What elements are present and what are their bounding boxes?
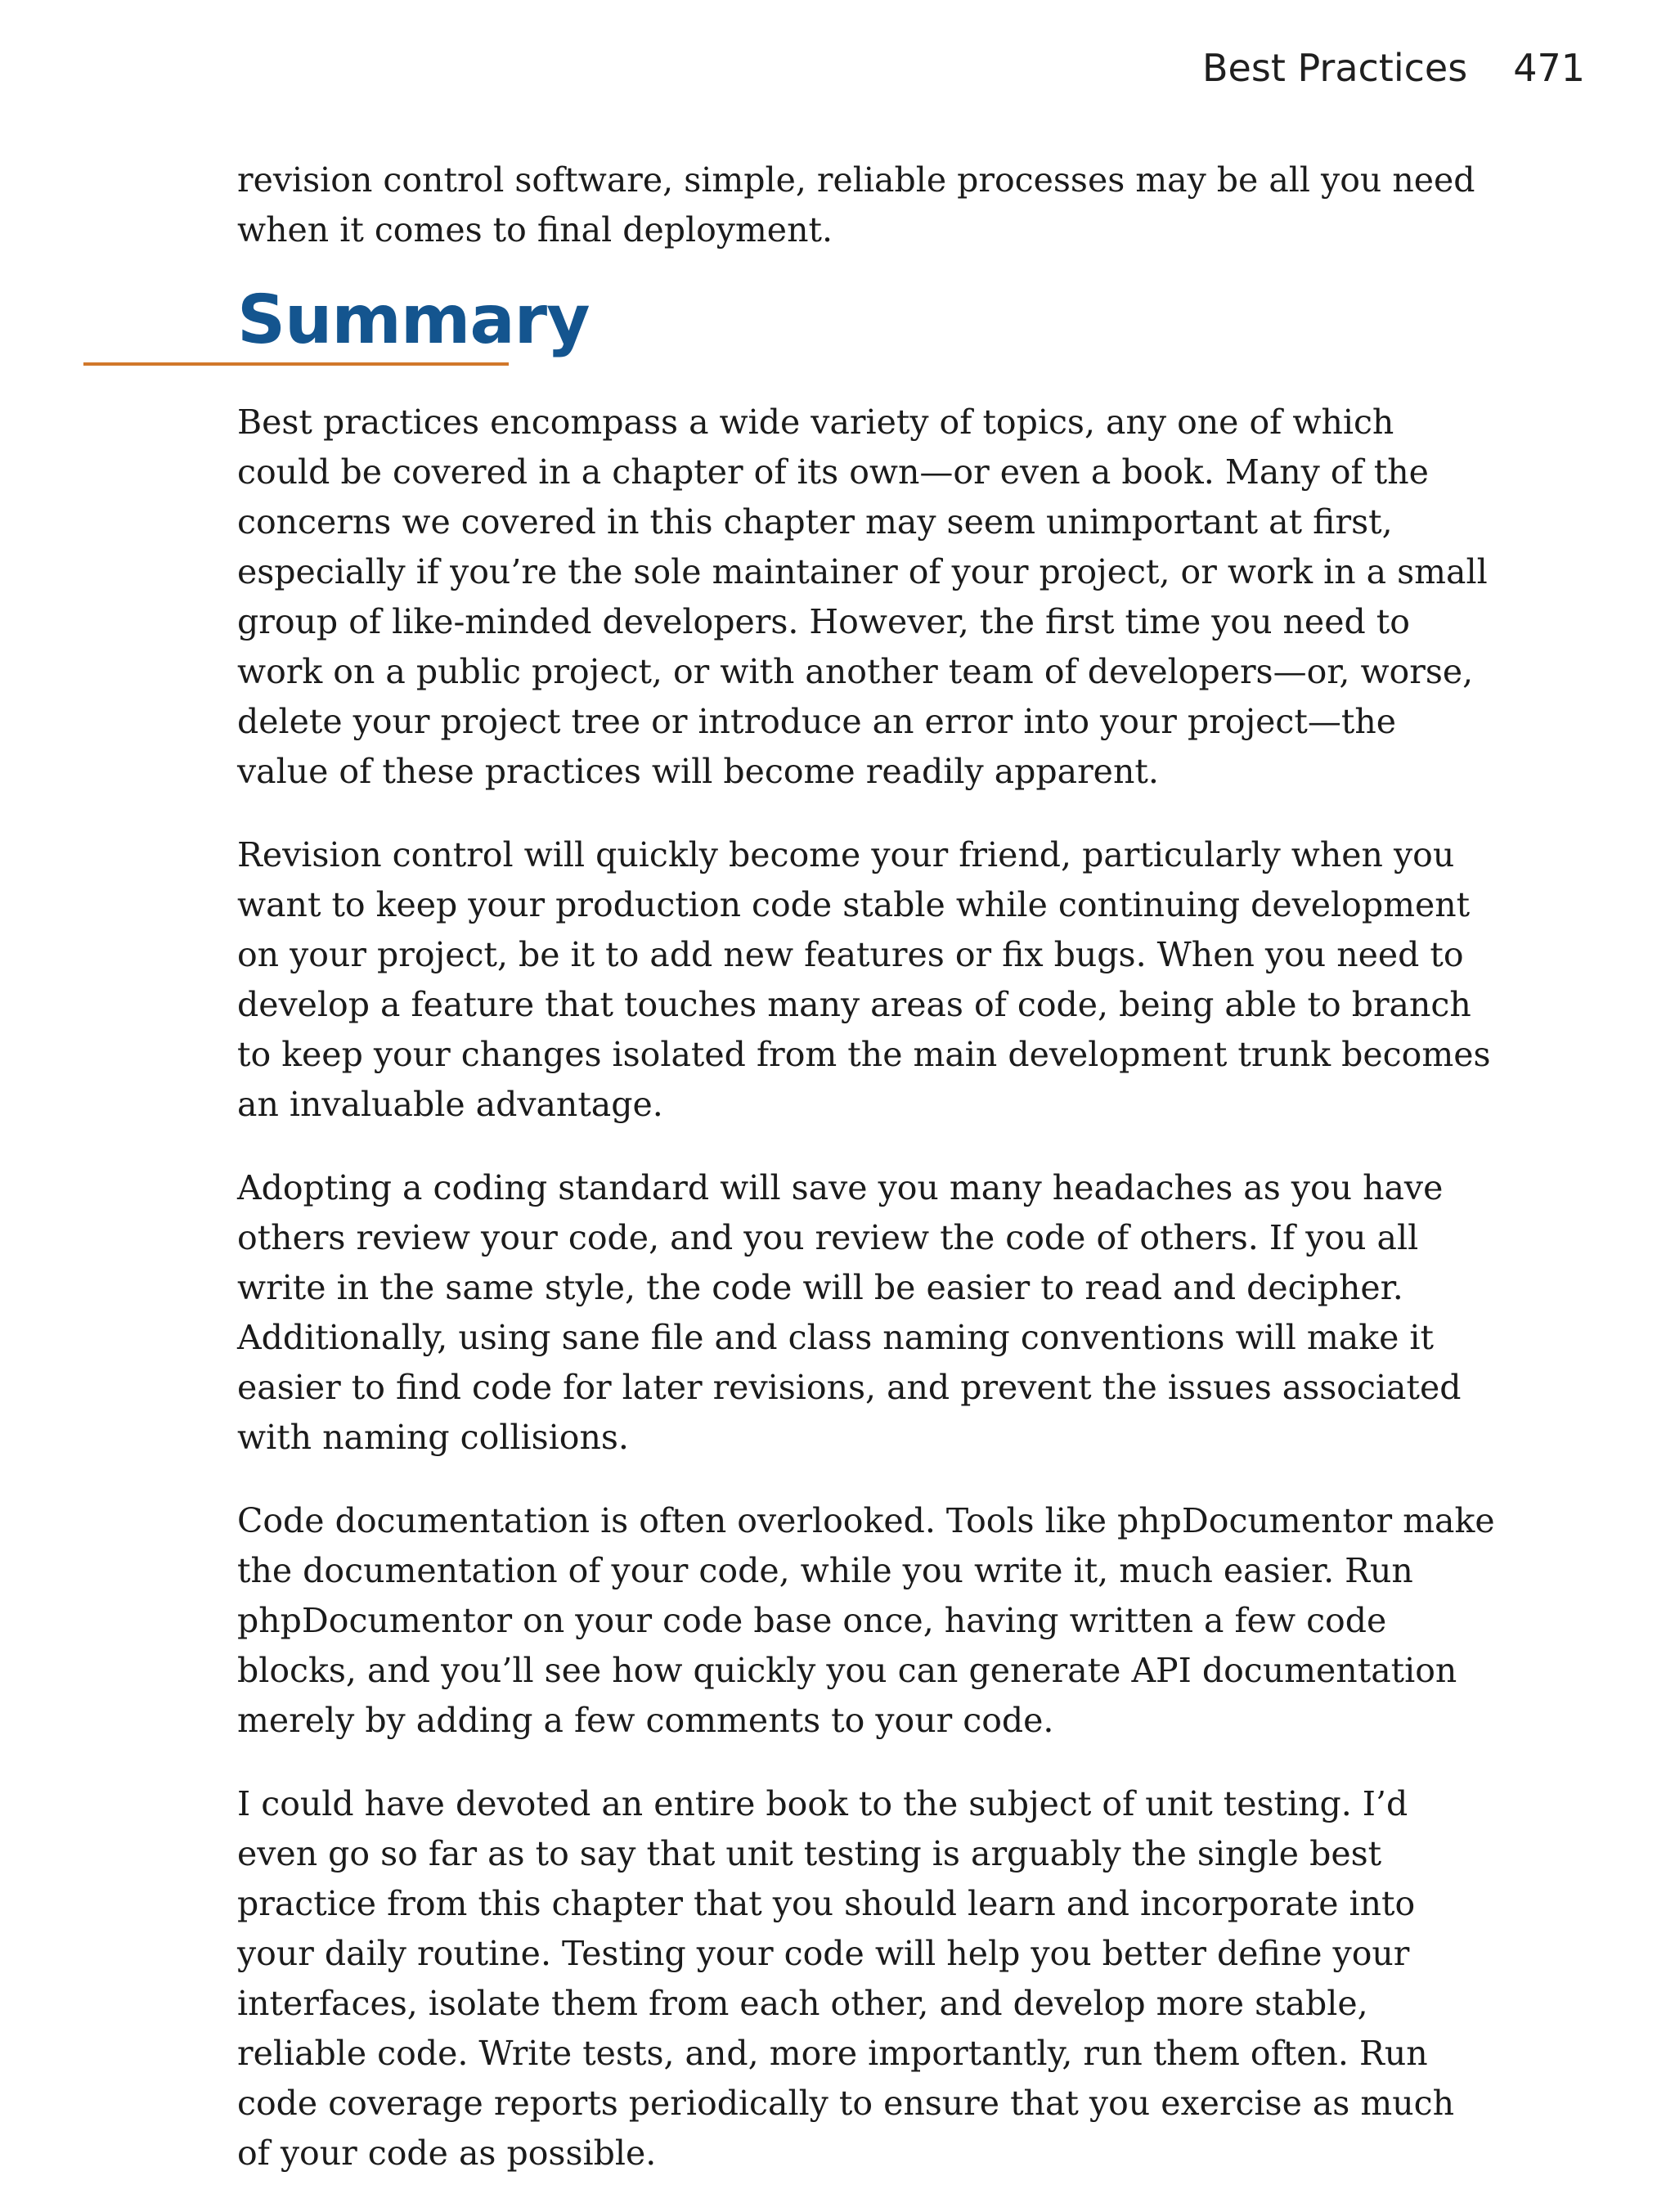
paragraph-code-documentation: Code documentation is often overlooked. Tools like phpDocumentor make the documentation of your code, while you write it, much easier. Run phpDocumentor on your code base once, having written a few code blocks, and you’ll see how quickly you can generate API documentation merely by adding a few comments to your code. (237, 1501, 1495, 1740)
heading-underline-rule (83, 362, 509, 366)
paragraph-revision-control: Revision control will quickly become your friend, particularly when you want to keep your production code stable while continuing development on your project, be it to add new features or fix bugs. When you need to develop a feature that touches many areas of code, being able to branch to keep your changes isolated from the main development trunk becomes an invaluable advantage. (237, 835, 1491, 1124)
section-heading: Summary (237, 281, 590, 359)
page-content (237, 155, 1497, 2212)
paragraph-best-practices: Best practices encompass a wide variety of topics, any one of which could be covered in a chapter of its own—or even a book. Many of the concerns we covered in this chapter may seem unimportant at first, especially if you’re the sole maintainer of your project, or work in a small group of like-minded developers. However, the first time you need to work on a public project, or with another team of developers—or, worse, delete your project tree or introduce an error into your project—the value of these practices will become readily apparent. (237, 402, 1488, 791)
header-section-title: Best Practices (1202, 46, 1468, 90)
paragraph-coding-standard: Adopting a coding standard will save you many headaches as you have others review your code, and you review the code of others. If you all write in the same style, the code will be easier to read and decipher. Additionally, using sane file and class naming conventions will make it easier to find code for later revisions, and prevent the issues associated with naming collisions. (237, 1168, 1462, 1457)
running-header (1202, 46, 1585, 90)
page-number: 471 (1513, 46, 1585, 90)
lead-paragraph: revision control software, simple, reliable processes may be all you need when it comes to final deployment. (237, 160, 1475, 250)
section-heading-block (237, 280, 1497, 376)
paragraph-unit-testing: I could have devoted an entire book to the subject of unit testing. I’d even go so far as to say that unit testing is arguably the single best practice from this chapter that you should learn and incorporate into your daily routine. Testing your code will help you better define your interfaces, isolate them from each other, and develop more stable, reliable code. Write tests, and, more importantly, run them often. Run code coverage reports periodically to ensure that you exercise as much of your code as possible. (237, 1784, 1455, 2173)
